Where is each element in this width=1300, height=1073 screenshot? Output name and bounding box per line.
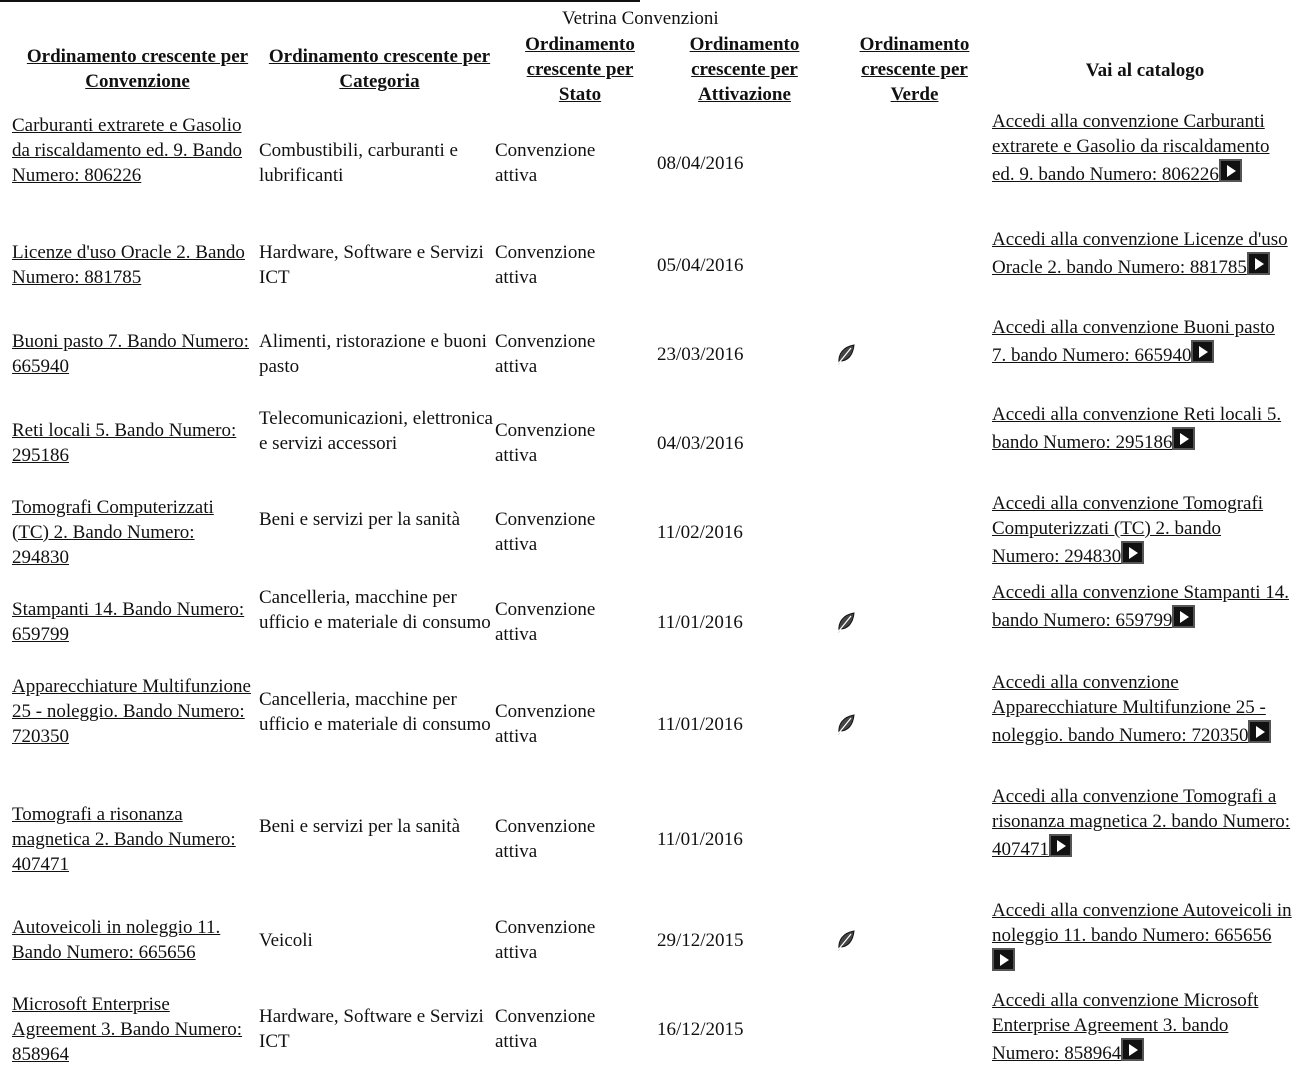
accedi-convenzione-label[interactable]: Accedi alla convenzione Microsoft Enterprise Agreement 3. bando Numero: 858964 xyxy=(992,990,1259,1064)
cell-categoria: Alimenti, ristorazione e buoni pasto xyxy=(259,331,487,377)
accedi-convenzione-link[interactable] xyxy=(992,109,1292,187)
cell-stato: Convenzione attiva xyxy=(495,140,596,186)
play-arrow-icon[interactable] xyxy=(992,948,1015,971)
cell-categoria: Cancelleria, macchine per ufficio e materiale di consumo xyxy=(259,586,491,633)
play-arrow-icon[interactable] xyxy=(1219,159,1242,182)
top-rule xyxy=(0,0,640,2)
cell-categoria: Cancelleria, macchine per ufficio e materiale di consumo xyxy=(259,688,491,735)
play-arrow-icon[interactable] xyxy=(1121,1038,1144,1061)
play-arrow-icon[interactable] xyxy=(1172,605,1195,628)
convenzione-link[interactable]: Apparecchiature Multifunzione 25 - noleggio. Bando Numero: 720350 xyxy=(12,676,251,747)
convenzione-link[interactable]: Reti locali 5. Bando Numero: 295186 xyxy=(12,420,237,466)
accedi-convenzione-link[interactable] xyxy=(992,315,1292,368)
accedi-convenzione-link[interactable] xyxy=(992,491,1292,569)
convenzione-link[interactable]: Microsoft Enterprise Agreement 3. Bando Numero: 858964 xyxy=(12,993,243,1065)
cell-attivazione: 04/03/2016 xyxy=(657,432,744,454)
green-leaf-icon xyxy=(834,610,858,634)
cell-stato: Convenzione attiva xyxy=(495,509,596,555)
cell-stato: Convenzione attiva xyxy=(495,599,596,645)
green-leaf-icon xyxy=(834,342,858,366)
table-caption: Vetrina Convenzioni xyxy=(562,8,719,29)
sort-by-stato-link[interactable]: Ordinamento crescente per Stato xyxy=(525,34,635,105)
cell-attivazione: 08/04/2016 xyxy=(657,152,744,174)
accedi-convenzione-label[interactable]: Accedi alla convenzione Buoni pasto 7. bando Numero: 665940 xyxy=(992,317,1275,366)
cell-attivazione: 16/12/2015 xyxy=(657,1018,744,1040)
cell-attivazione: 29/12/2015 xyxy=(657,929,744,951)
cell-categoria: Telecomunicazioni, elettronica e servizi accessori xyxy=(259,407,493,454)
accedi-convenzione-link[interactable] xyxy=(992,988,1292,1066)
sort-by-attivazione-link[interactable]: Ordinamento crescente per Attivazione xyxy=(689,34,800,105)
cell-stato: Convenzione attiva xyxy=(495,242,596,288)
accedi-convenzione-link[interactable] xyxy=(992,227,1292,280)
sort-by-categoria-link[interactable]: Ordinamento crescente per Categoria xyxy=(268,46,491,92)
accedi-convenzione-label[interactable]: Accedi alla convenzione Autoveicoli in noleggio 11. bando Numero: 665656 xyxy=(992,900,1292,946)
accedi-convenzione-label[interactable]: Accedi alla convenzione Reti locali 5. bando Numero: 295186 xyxy=(992,404,1282,453)
cell-stato: Convenzione attiva xyxy=(495,1006,596,1052)
convenzione-link[interactable]: Buoni pasto 7. Bando Numero: 665940 xyxy=(12,331,249,377)
play-arrow-icon[interactable] xyxy=(1247,252,1270,275)
green-leaf-icon xyxy=(834,712,858,736)
cell-attivazione: 11/02/2016 xyxy=(657,521,743,543)
cell-categoria: Beni e servizi per la sanità xyxy=(259,816,461,837)
cell-stato: Convenzione attiva xyxy=(495,420,596,466)
convenzione-link[interactable]: Tomografi a risonanza magnetica 2. Bando Numero: 407471 xyxy=(12,803,236,875)
accedi-convenzione-link[interactable] xyxy=(992,784,1292,862)
cell-attivazione: 05/04/2016 xyxy=(657,254,744,276)
convenzione-link[interactable]: Stampanti 14. Bando Numero: 659799 xyxy=(12,599,245,645)
cell-categoria: Beni e servizi per la sanità xyxy=(259,509,461,530)
cell-categoria: Combustibili, carburanti e lubrificanti xyxy=(259,140,458,186)
accedi-convenzione-link[interactable] xyxy=(992,670,1292,748)
accedi-convenzione-label[interactable]: Accedi alla convenzione Apparecchiature Multifunzione 25 - noleggio. bando Numero: 720350 xyxy=(992,672,1266,746)
accedi-convenzione-link[interactable] xyxy=(992,580,1292,633)
cell-categoria: Hardware, Software e Servizi ICT xyxy=(259,242,484,288)
cell-categoria: Hardware, Software e Servizi ICT xyxy=(259,1006,484,1052)
play-arrow-icon[interactable] xyxy=(1121,541,1144,564)
accedi-convenzione-label[interactable]: Accedi alla convenzione Stampanti 14. bando Numero: 659799 xyxy=(992,582,1290,631)
sort-by-convenzione-link[interactable]: Ordinamento crescente per Convenzione xyxy=(26,46,249,92)
convenzione-link[interactable]: Licenze d'uso Oracle 2. Bando Numero: 881785 xyxy=(12,242,245,288)
cell-attivazione: 11/01/2016 xyxy=(657,713,743,735)
cell-stato: Convenzione attiva xyxy=(495,331,596,377)
cell-categoria: Veicoli xyxy=(259,929,313,951)
accedi-convenzione-label[interactable]: Accedi alla convenzione Tomografi a risonanza magnetica 2. bando Numero: 407471 xyxy=(992,786,1291,860)
cell-attivazione: 11/01/2016 xyxy=(657,611,743,633)
play-arrow-icon[interactable] xyxy=(1191,340,1214,363)
convenzione-link[interactable]: Carburanti extrarete e Gasolio da riscaldamento ed. 9. Bando Numero: 806226 xyxy=(12,115,243,186)
sort-by-verde-link[interactable]: Ordinamento crescente per Verde xyxy=(859,34,970,105)
accedi-convenzione-link[interactable] xyxy=(992,898,1292,976)
cell-attivazione: 23/03/2016 xyxy=(657,343,744,365)
cell-stato: Convenzione attiva xyxy=(495,816,596,862)
cell-stato: Convenzione attiva xyxy=(495,917,596,963)
green-leaf-icon xyxy=(834,928,858,952)
accedi-convenzione-label[interactable]: Accedi alla convenzione Licenze d'uso Oracle 2. bando Numero: 881785 xyxy=(992,229,1288,278)
cell-attivazione: 11/01/2016 xyxy=(657,828,743,850)
accedi-convenzione-link[interactable] xyxy=(992,402,1292,455)
vai-al-catalogo-header: Vai al catalogo xyxy=(1085,60,1205,81)
play-arrow-icon[interactable] xyxy=(1172,427,1195,450)
accedi-convenzione-label[interactable]: Accedi alla convenzione Tomografi Computerizzati (TC) 2. bando Numero: 294830 xyxy=(992,493,1264,567)
accedi-convenzione-label[interactable]: Accedi alla convenzione Carburanti extrarete e Gasolio da riscaldamento ed. 9. bando Numero: 806226 xyxy=(992,111,1270,185)
cell-stato: Convenzione attiva xyxy=(495,701,596,747)
convenzione-link[interactable]: Autoveicoli in noleggio 11. Bando Numero: 665656 xyxy=(12,917,221,963)
play-arrow-icon[interactable] xyxy=(1049,834,1072,857)
convenzione-link[interactable]: Tomografi Computerizzati (TC) 2. Bando Numero: 294830 xyxy=(12,496,214,568)
play-arrow-icon[interactable] xyxy=(1248,720,1271,743)
